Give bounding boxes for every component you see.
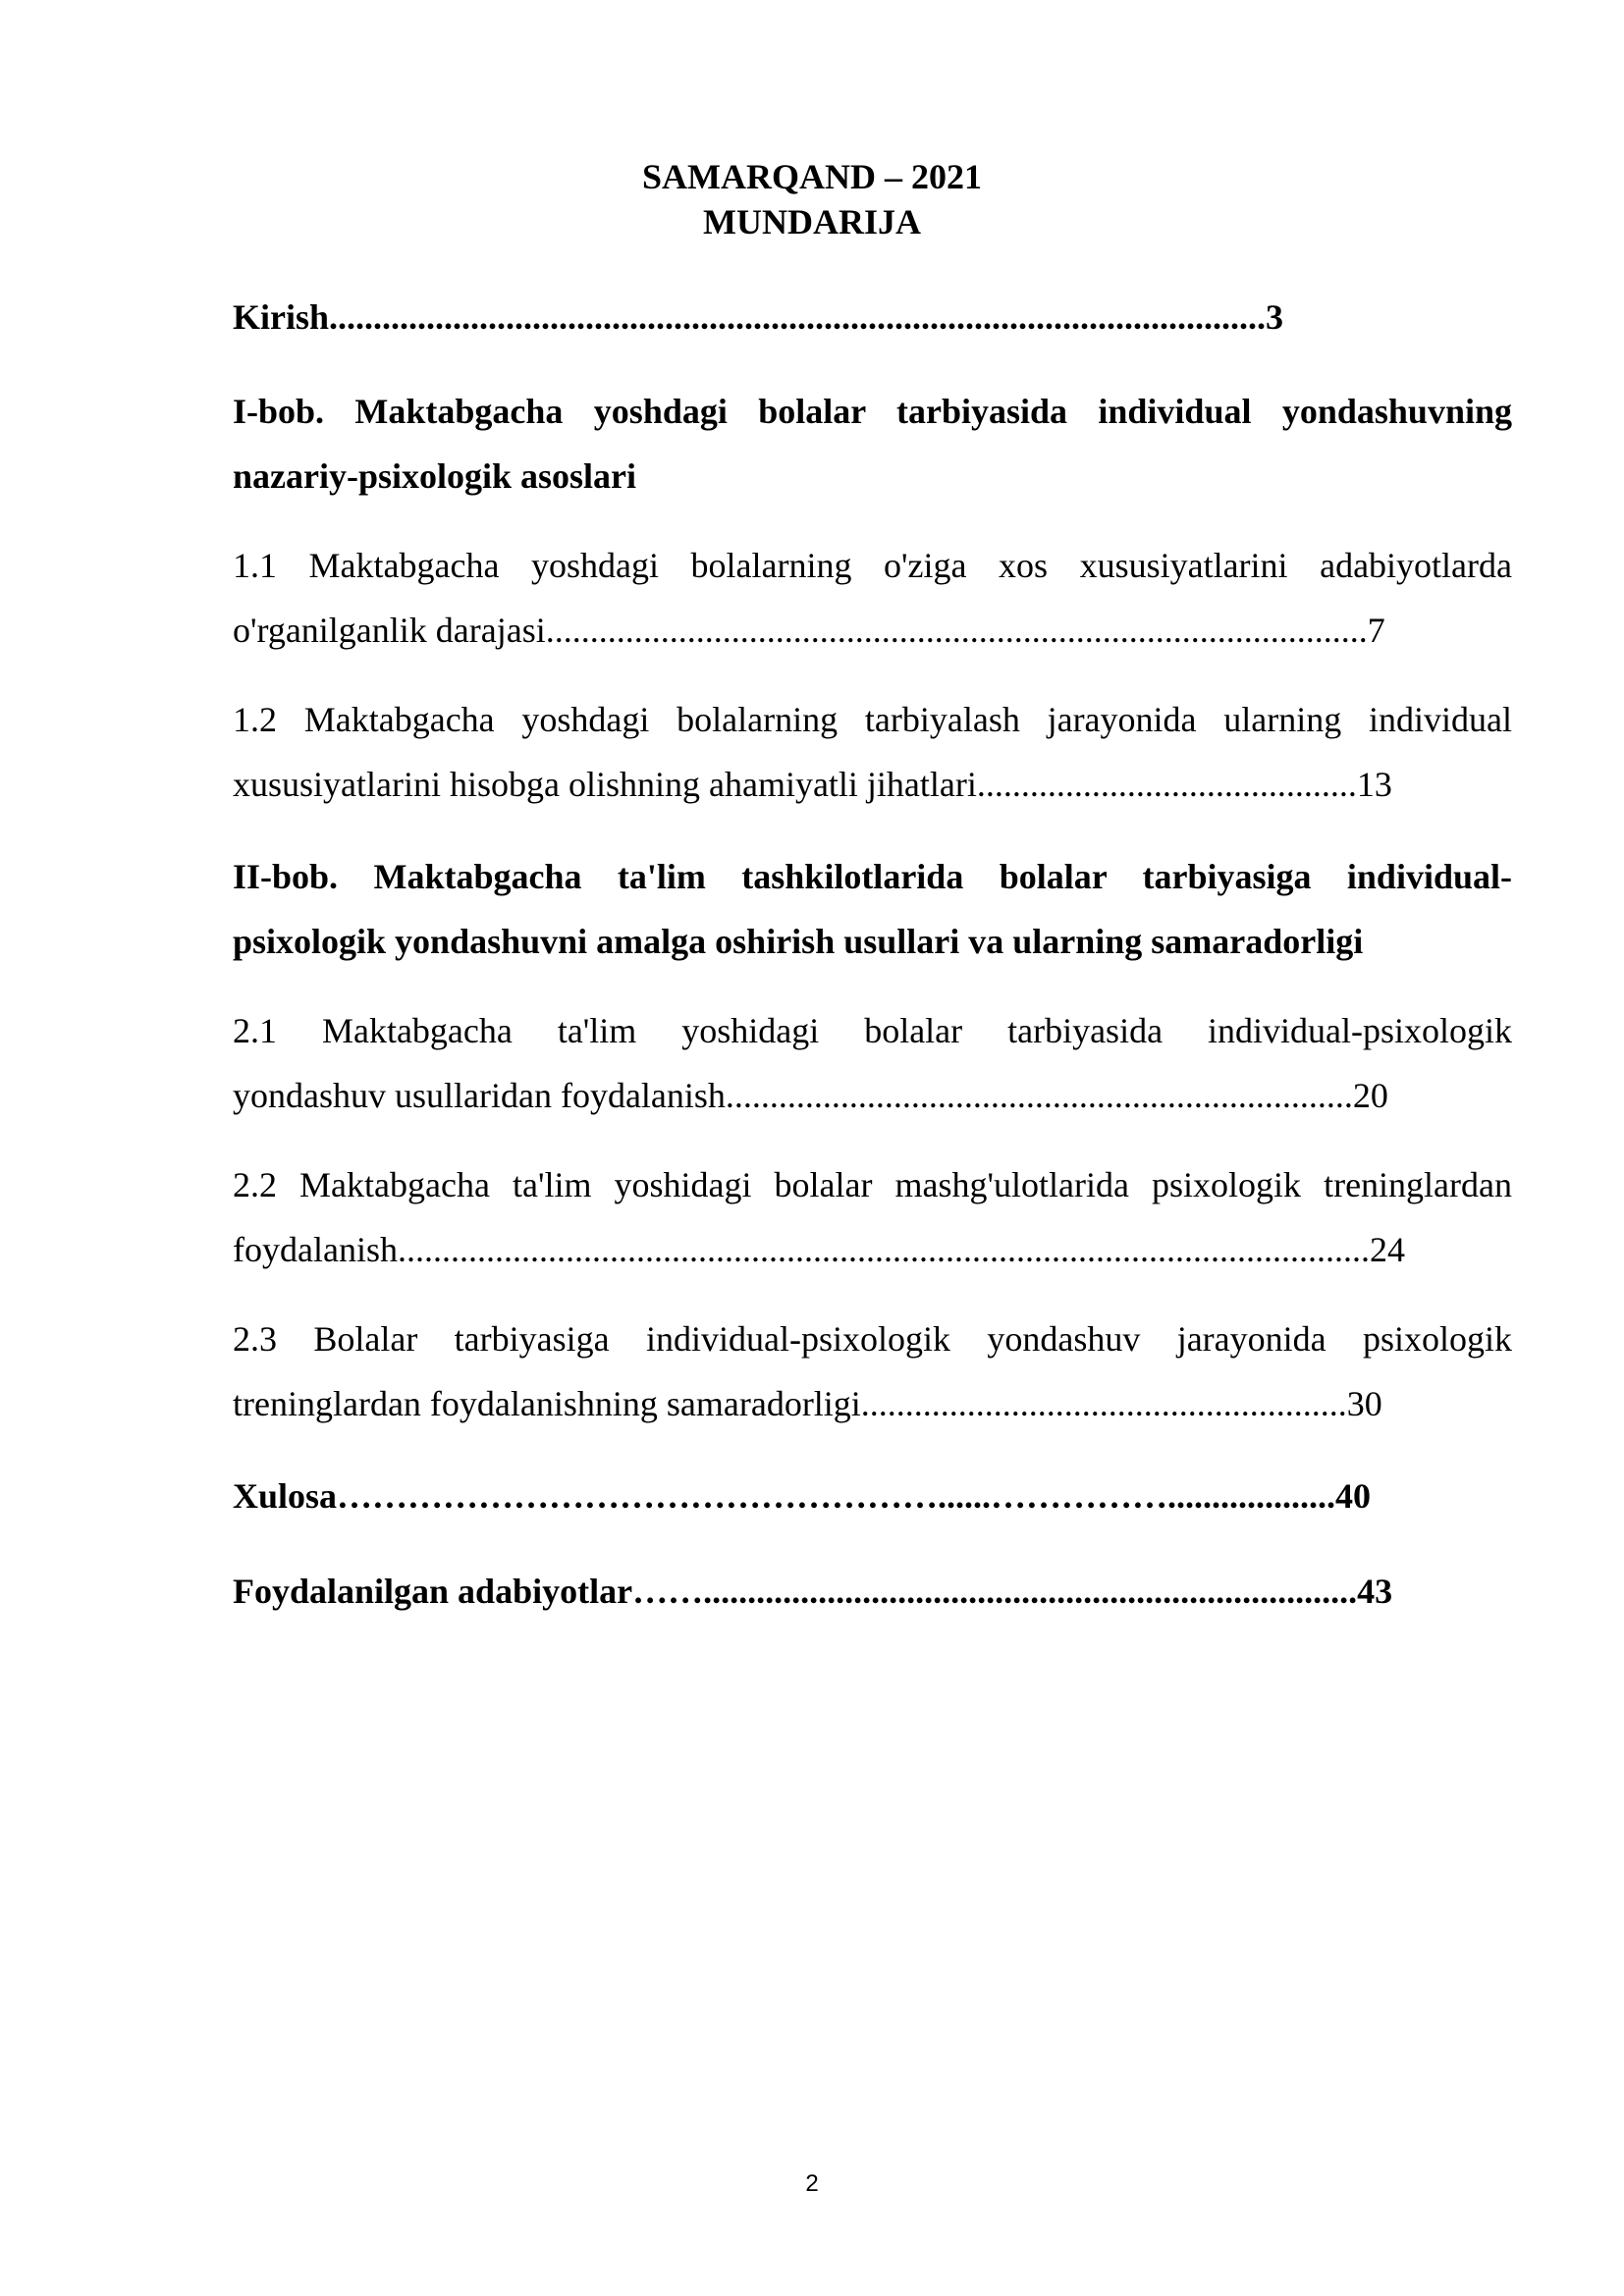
city-year-heading: SAMARQAND – 2021 [642, 157, 982, 196]
toc-entry-section-2-2[interactable] [233, 1152, 1512, 1282]
toc-entry-line: treninglardan foydalanishning samaradorligi.......................................................30 [233, 1384, 1382, 1423]
toc-entry-line: nazariy-psixologik asoslari [233, 456, 637, 496]
toc-entry-line: foydalanish..............................................................................................................24 [233, 1230, 1405, 1269]
toc-entry-line: 2.2 Maktabgacha ta'lim yoshidagi bolalar mashg'ulotlarida psixologik treninglardan [233, 1165, 1512, 1204]
toc-entry-line: 2.3 Bolalar tarbiyasiga individual-psixologik yondashuv jarayonida psixologik [233, 1319, 1512, 1359]
page-number: 2 [805, 2170, 819, 2197]
toc-entry-line: 1.2 Maktabgacha yoshdagi bolalarning tarbiyalash jarayonida ularning individual [233, 700, 1512, 739]
toc-entry-section-2-1[interactable] [233, 998, 1512, 1128]
toc-entry-line: xususiyatlarini hisobga olishning ahamiyatli jihatlari...........................................13 [233, 765, 1392, 804]
toc-entry-line: 1.1 Maktabgacha yoshdagi bolalarning o'ziga xos xususiyatlarini adabiyotlarda [233, 546, 1512, 585]
toc-entry-text: Kirish..........................................................................................................3 [233, 297, 1284, 337]
toc-entry-adabiyotlar[interactable] [233, 1559, 1512, 1624]
toc-entry-section-2-3[interactable] [233, 1307, 1512, 1436]
toc-entry-text: Foydalanilgan adabiyotlar……..........................................................................43 [233, 1572, 1393, 1611]
toc-entry-chapter-2[interactable] [233, 844, 1512, 974]
toc-entry-section-1-2[interactable] [233, 687, 1512, 817]
toc-entry-chapter-1[interactable] [233, 379, 1512, 508]
toc-entry-line: 2.1 Maktabgacha ta'lim yoshidagi bolalar tarbiyasida individual-psixologik [233, 1011, 1512, 1050]
contents-title: MUNDARIJA [703, 202, 921, 241]
toc-entry-line: o'rganilganlik darajasi.............................................................................................7 [233, 611, 1385, 650]
toc-entry-text: Xulosa……………………………………………......……………...................40 [233, 1476, 1372, 1516]
toc-entry-xulosa[interactable] [233, 1464, 1512, 1528]
toc-entry-line: II-bob. Maktabgacha ta'lim tashkilotlarida bolalar tarbiyasiga individual- [233, 857, 1512, 896]
toc-entry-line: psixologik yondashuvni amalga oshirish usullari va ularning samaradorligi [233, 922, 1364, 961]
toc-entry-line: I-bob. Maktabgacha yoshdagi bolalar tarbiyasida individual yondashuvning [233, 392, 1512, 431]
toc-entry-line: yondashuv usullaridan foydalanish.......................................................................20 [233, 1076, 1388, 1115]
toc-entry-kirish[interactable] [233, 285, 1512, 349]
toc-entry-section-1-1[interactable] [233, 533, 1512, 663]
